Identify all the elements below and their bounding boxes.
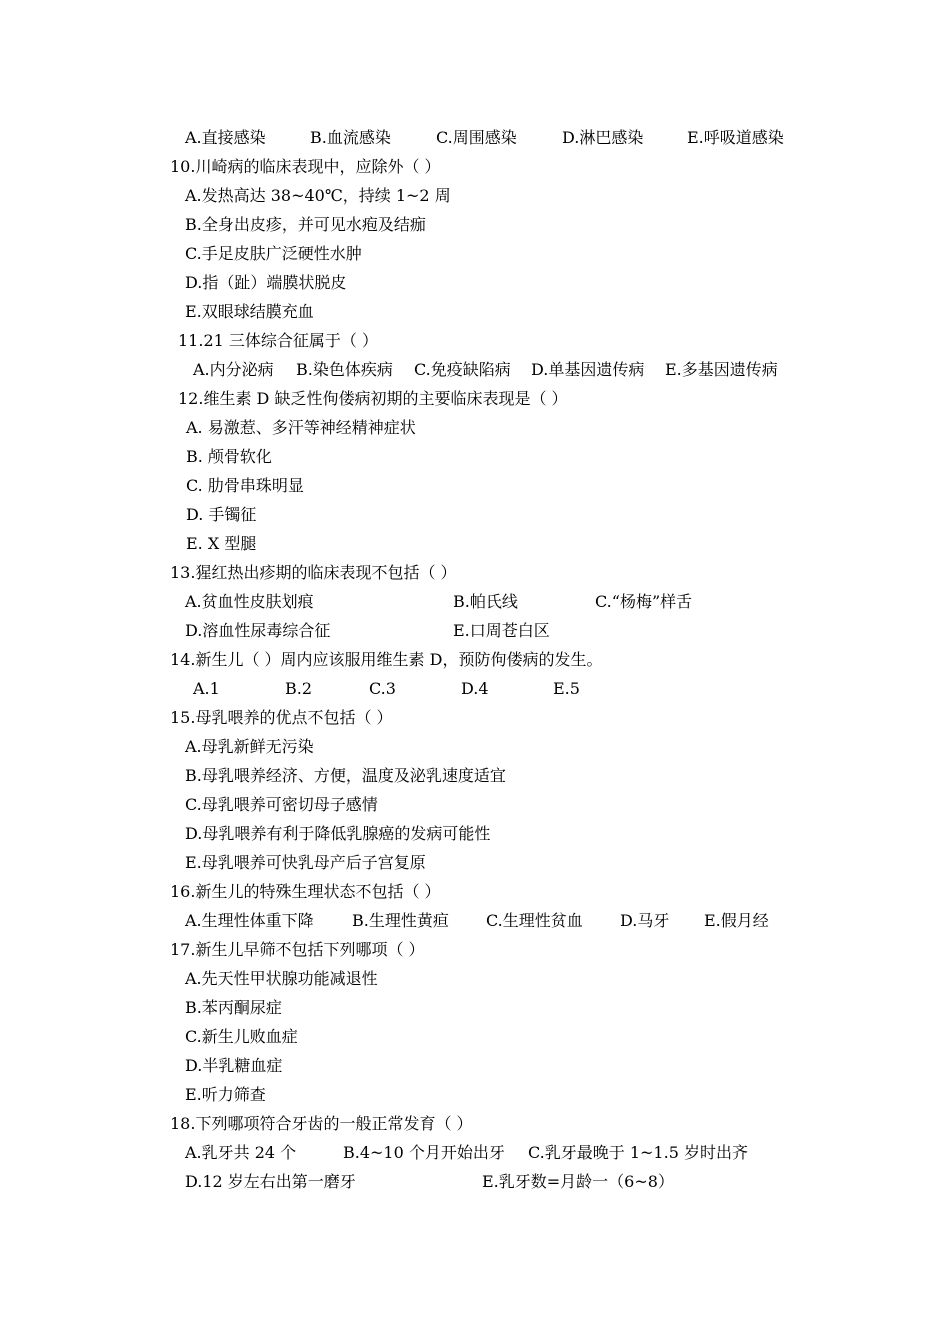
option-b: B.母乳喂养经济、方便，温度及泌乳速度适宜 (185, 766, 506, 785)
option-b: B.苯丙酮尿症 (185, 998, 282, 1017)
option-c: C.3 (369, 679, 396, 698)
question-stem: 13.猩红热出疹期的临床表现不包括（ ） (170, 563, 457, 582)
option-a: A.贫血性皮肤划痕 (185, 592, 314, 611)
option-e: E.假月经 (704, 911, 769, 930)
option-b: B.全身出皮疹，并可见水疱及结痂 (185, 215, 426, 234)
question-stem: 12.维生素 D 缺乏性佝偻病初期的主要临床表现是（ ） (178, 389, 568, 408)
option-e: E.口周苍白区 (453, 621, 550, 640)
question-stem: 18.下列哪项符合牙齿的一般正常发育（ ） (170, 1114, 473, 1133)
option-e: E.听力筛查 (185, 1085, 266, 1104)
question-stem: 10.川崎病的临床表现中，应除外（ ） (170, 157, 441, 176)
option-e: E.呼吸道感染 (687, 128, 784, 147)
option-c: C.周围感染 (436, 128, 517, 147)
option-d: D.半乳糖血症 (185, 1056, 283, 1075)
option-c: C.“杨梅”样舌 (595, 592, 693, 611)
option-b: B.4~10 个月开始出牙 (343, 1143, 505, 1162)
option-a: A.发热高达 38~40℃，持续 1~2 周 (185, 186, 451, 205)
option-e: E.乳牙数=月龄一（6~8） (482, 1172, 674, 1191)
option-d: D. 手镯征 (186, 505, 257, 524)
question-stem: 14.新生儿（ ）周内应该服用维生素 D，预防佝偻病的发生。 (170, 650, 603, 669)
option-b: B. 颅骨软化 (186, 447, 272, 466)
question-stem: 16.新生儿的特殊生理状态不包括（ ） (170, 882, 441, 901)
option-d: D.12 岁左右出第一磨牙 (185, 1172, 356, 1191)
option-d: D.4 (461, 679, 489, 698)
option-d: D.淋巴感染 (562, 128, 644, 147)
option-a: A.母乳新鲜无污染 (185, 737, 314, 756)
option-e: E.双眼球结膜充血 (185, 302, 314, 321)
option-a: A.内分泌病 (193, 360, 274, 379)
option-c: C.新生儿败血症 (185, 1027, 298, 1046)
option-c: C.乳牙最晚于 1~1.5 岁时出齐 (528, 1143, 748, 1162)
option-d: D.指（趾）端膜状脱皮 (185, 273, 347, 292)
option-a: A. 易激惹、多汗等神经精神症状 (186, 418, 416, 437)
option-c: C.手足皮肤广泛硬性水肿 (185, 244, 362, 263)
option-e: E. X 型腿 (186, 534, 257, 553)
option-c: C.免疫缺陷病 (414, 360, 511, 379)
question-stem: 17.新生儿早筛不包括下列哪项（ ） (170, 940, 425, 959)
option-a: A.先天性甲状腺功能减退性 (185, 969, 378, 988)
option-e: E.5 (553, 679, 580, 698)
option-b: B.帕氏线 (453, 592, 518, 611)
option-c: C.母乳喂养可密切母子感情 (185, 795, 378, 814)
question-stem: 11.21 三体综合征属于（ ） (178, 331, 378, 350)
option-a: A.乳牙共 24 个 (185, 1143, 297, 1162)
option-a: A.直接感染 (185, 128, 266, 147)
option-e: E.多基因遗传病 (665, 360, 778, 379)
option-b: B.染色体疾病 (296, 360, 393, 379)
option-d: D.马牙 (620, 911, 670, 930)
option-d: D.单基因遗传病 (531, 360, 645, 379)
question-stem: 15.母乳喂养的优点不包括（ ） (170, 708, 393, 727)
option-c: C. 肋骨串珠明显 (186, 476, 304, 495)
option-d: D.母乳喂养有利于降低乳腺癌的发病可能性 (185, 824, 491, 843)
option-a: A.1 (193, 679, 220, 698)
option-d: D.溶血性尿毒综合征 (185, 621, 331, 640)
option-c: C.生理性贫血 (486, 911, 583, 930)
option-b: B.2 (285, 679, 313, 698)
option-e: E.母乳喂养可快乳母产后子宫复原 (185, 853, 426, 872)
option-b: B.生理性黄疸 (352, 911, 449, 930)
option-b: B.血流感染 (310, 128, 391, 147)
option-a: A.生理性体重下降 (185, 911, 314, 930)
